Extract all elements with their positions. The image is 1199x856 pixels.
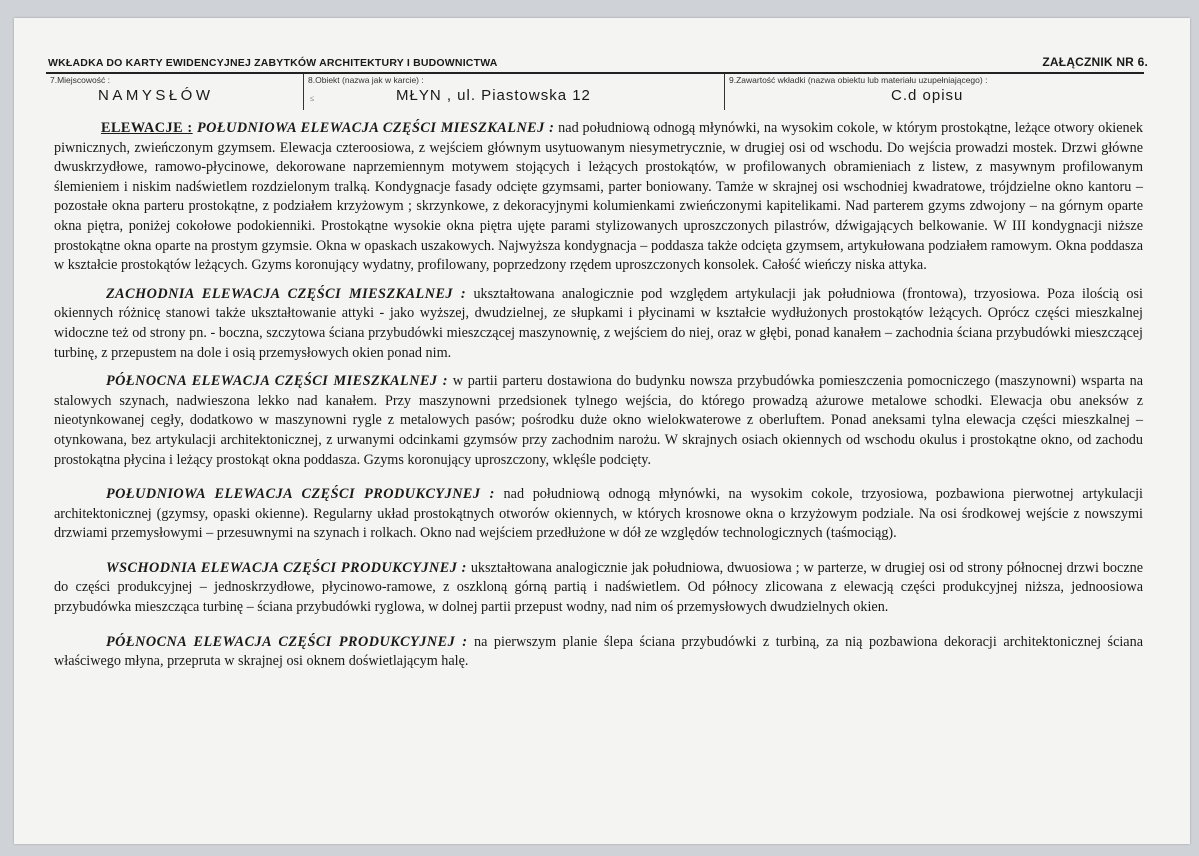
section-heading: POŁUDNIOWA ELEWACJA CZĘŚCI MIESZKALNEJ : [192, 120, 555, 136]
section-heading: ZACHODNIA ELEWACJA CZĘŚCI MIESZKALNEJ : [106, 285, 467, 302]
section-text: ukształtowana analogicznie pod względem artykulacji jak południowa (frontowa), trzyosiowa. Poza ilością osi okiennych różnicę stanowi także ukształtowanie attyki - jako wyższej, dwudzielnej, ze słupkami i płycinami w kształcie wydłużonych prostokątów leżących. Oprócz części mieszkalnej widoczne też od strony pn. - boczna, szczytowa ściana przybudówki mieszczącej maszynownię, z wejściem do niej, oraz w głębi, ponad kanałem – zachodnia ściana przybudówki mieszczącej turbinę, z przepustem na dole i osią przemysłowych okien ponad nim. [54, 285, 1143, 361]
content-value: C.d opisu [891, 87, 964, 104]
section-heading: POŁUDNIOWA ELEWACJA CZĘŚCI PRODUKCYJNEJ : [106, 486, 495, 503]
section-text: nad południową odnogą młynówki, na wysokim cokole, w którym prostokątne, leżące otwory okienek piwnicznych, zwieńczonym gzymsem. Elewacja czteroosiowa, z wejściem głównym usytuowanym niesymetrycznie, w drugiej osi od wschodu. Do wejścia prowadzi mostek. Drzwi główne dwuskrzydłowe, ramowo-płycinowe, dekorowane naprzemiennym motywem stojących i leżących prostokątów, w profilowanych obramieniach z listew, z masywnym profilowanym ślemieniem i niskim nadświetlem rozdzielonym tralką. Kondygnacje fasady odcięte gzymsami, parter boniowany. Tamże w skrajnej osi wschodniej kwadratowe, trójdzielne okno kantoru – pozostałe okna parteru prostokątne, z podziałem krzyżowym ; skrzynkowe, z dekoracyjnymi kolumienkami zwieńczonymi kapitelikami. Nad parterem gzyms zdwojony – na górnym oparte okna piętra, poniżej cokołowe podokienniki. Prostokątne wysokie okna piętra ujęte parami stylizowanych uproszczonych pilastrów, dźwigających belkowanie. W III kondygnacji niższe prostokątne okna oparte na prostym gzymsie. Okna w opaskach uszakowych. Najwyższa kondygnacja – poddasza także odcięta gzymsem, artykułowana podziałem ramowym. Okna poddasza w kształcie prostokątów leżących. Gzyms koronujący wydatny, profilowany, poprzedzony rzędem uproszczonych konsolek. Całość wieńczy niska attyka. [54, 120, 1144, 274]
section-text: ukształtowana analogicznie jak południowa, dwuosiowa ; w parterze, w drugiej osi od strony północnej drzwi boczne do części produkcyjnej – jednoskrzydłowe, płycinowo-ramowe, z oszkloną górną partią i nadświetlem. Od północy zlicowana z elewacją części produkcyjnej niższa, jednoosiowa przybudówka mieszcząca turbinę – ściana przybudówki ryglowa, w dolnej partii przepust wodny, nad nim oś przemysłowych dwudzielnych okien. [54, 559, 1144, 616]
content-label: 9.Zawartość wkładki (nazwa obiektu lub materiału uzupełniającego) : [729, 75, 988, 85]
section-heading: WSCHODNIA ELEWACJA CZĘŚCI PRODUKCYJNEJ : [106, 559, 467, 576]
section-north-production [54, 633, 1143, 672]
section-prefix: ELEWACJE : [101, 120, 193, 136]
object-value: MŁYN , ul. Piastowska 12 [396, 87, 591, 104]
locality-label: 7.Miejscowość : [50, 75, 110, 85]
section-heading: PÓŁNOCNA ELEWACJA CZĘŚCI PRODUKCYJNEJ : [106, 633, 468, 650]
section-east-production [54, 559, 1143, 618]
section-south-residential [54, 119, 1143, 276]
section-text: w partii parteru dostawiona do budynku nowsza przybudówka pomieszczenia pomocniczego (maszynowni) wsparta na stalowych szynach, nadwieszona lekko nad kanałem. Przy maszynowni przedsionek tylnego wejścia, do którego prowadzą ażurowe metalowe schodki. Elewacja obu aneksów z nieotynkowanej cegły, dodatkowo w maszynowni rygle z metalowych pasów; pośrodku duże okno wielokwaterowe z oberluftem. Ponad aneksami tylna elewacja części mieszkalnej – otynkowana, bez artykulacji architektonicznej, z urwanymi odcinkami gzymsów przy zachodnim narożu. W skrajnych osiach okiennych od wschodu okulus i prostokątne okno, od zachodu prostokątna płycina i leżący prostokąt okna poddasza. Gzyms koronujący uproszczony, wklęśle podcięty. [54, 373, 1143, 468]
description-body [54, 119, 1143, 677]
section-north-residential [54, 372, 1143, 470]
form-fields-row [46, 72, 1144, 110]
section-west-residential [54, 285, 1143, 363]
section-text: nad południową odnogą młynówki, na wysokim cokole, trzyosiowa, pozbawiona pierwotnej artykulacji architektonicznej (gzymsy, opaski okienne). Regularny układ prostokątnych otworów okiennych, w których krosnowe okna o krzyżowym podziale. Na osi środkowej wejście z nowszymi drzwiami przemysłowymi – przesuwnymi na szynach i rolkach. Okno nad wejściem przedłużone w dół ze względów technologicznych (taśmociąg). [54, 486, 1143, 542]
annex-number: ZAŁĄCZNIK NR 6. [1042, 55, 1148, 69]
object-pencil-mark: ≤ [310, 94, 315, 103]
content-field [724, 74, 1145, 110]
form-header [48, 57, 1148, 70]
section-text: na pierwszym planie ślepa ściana przybudówki z turbiną, za nią pozbawiona dekoracji architektonicznej ściana właściwego młyna, przepruta w skrajnej osi oknem doświetlającym halę. [54, 633, 1143, 670]
locality-value: NAMYSŁÓW [98, 87, 214, 104]
form-title: WKŁADKA DO KARTY EWIDENCYJNEJ ZABYTKÓW ARCHITEKTURY I BUDOWNICTWA [48, 57, 498, 69]
object-label: 8.Obiekt (nazwa jak w karcie) : [308, 75, 424, 85]
section-south-production [54, 485, 1143, 544]
object-field [303, 74, 724, 110]
locality-field [46, 74, 302, 110]
section-heading: PÓŁNOCNA ELEWACJA CZĘŚCI MIESZKALNEJ : [106, 373, 448, 390]
